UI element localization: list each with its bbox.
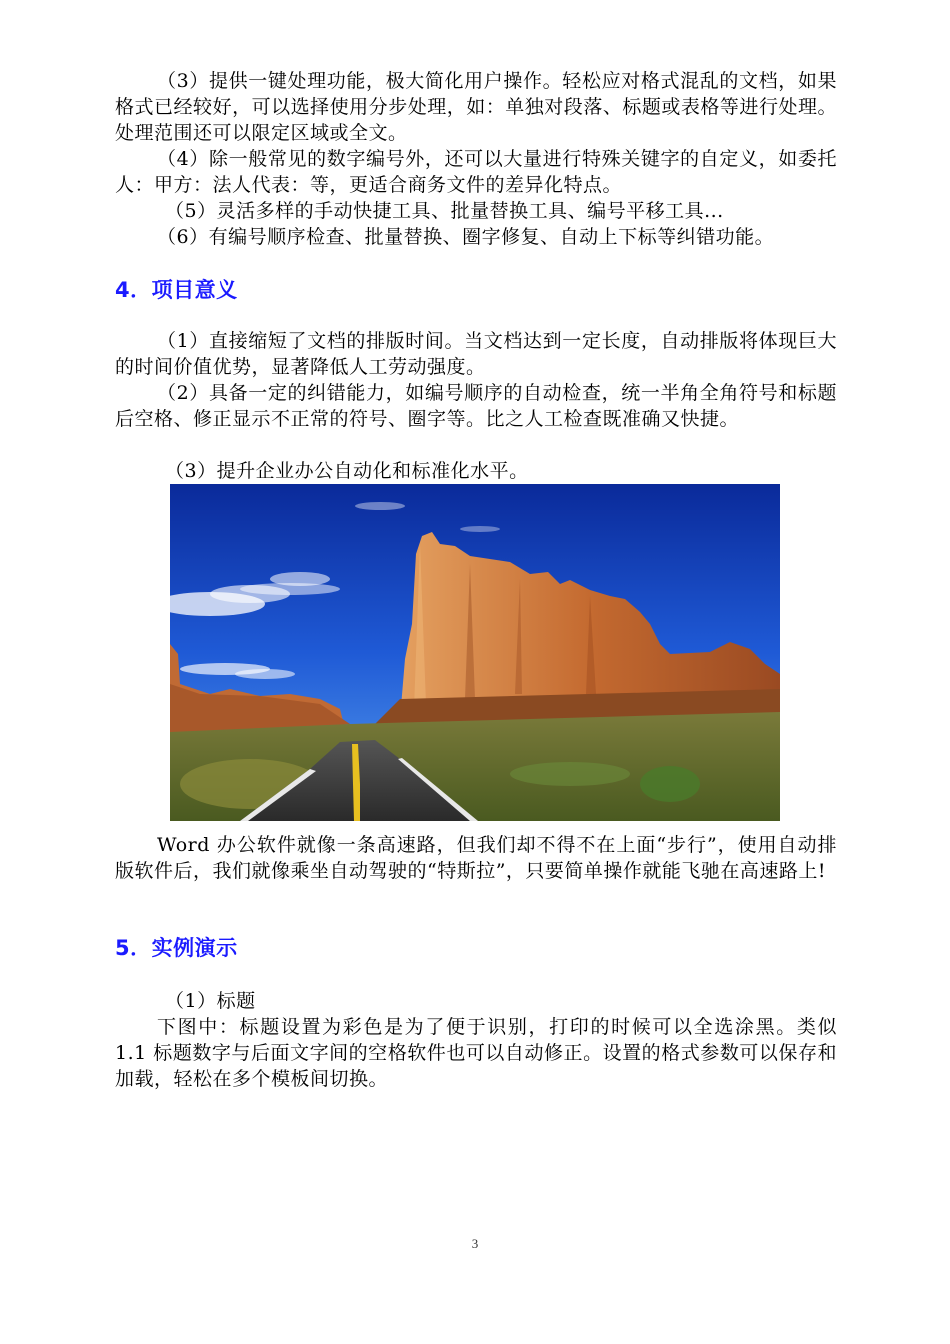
section-5-subtitle: （1）标题 (165, 990, 256, 1012)
section-4-item-3: （3）提升企业办公自动化和标准化水平。 (165, 460, 529, 482)
paragraph-feature-6: （6）有编号顺序检查、批量替换、圈字修复、自动上下标等纠错功能。 (157, 226, 775, 248)
landscape-photo (170, 484, 780, 821)
section-4-item-2: （2）具备一定的纠错能力，如编号顺序的自动检查，统一半角全角符号和标题后空格、修正显示不正常的符号、圈字等。比之人工检查既准确又快捷。 (115, 382, 837, 430)
section-5-body: 下图中：标题设置为彩色是为了便于识别，打印的时候可以全选涂黑。类似 1.1 标题数字与后面文字间的空格软件也可以自动修正。设置的格式参数可以保存和加载，轻松在多个模板间切换。 (115, 1016, 837, 1090)
paragraph-analogy: Word 办公软件就像一条高速路，但我们却不得不在上面“步行”，使用自动排版软件后，我们就像乘坐自动驾驶的“特斯拉”，只要简单操作就能飞驰在高速路上! (115, 834, 837, 882)
section-4-heading: 4．项目意义 (115, 278, 238, 302)
paragraph-feature-3: （3）提供一键处理功能，极大简化用户操作。轻松应对格式混乱的文档，如果格式已经较好，可以选择使用分步处理，如：单独对段落、标题或表格等进行处理。处理范围还可以限定区域或全文。 (115, 70, 837, 144)
section-4-item-1: （1）直接缩短了文档的排版时间。当文档达到一定长度，自动排版将体现巨大的时间价值优势，显著降低人工劳动强度。 (115, 330, 837, 378)
section-5-heading: 5．实例演示 (115, 936, 238, 960)
page-number: 3 (471, 1236, 479, 1251)
paragraph-feature-4: （4）除一般常见的数字编号外，还可以大量进行特殊关键字的自定义，如委托人：甲方：法人代表：等，更适合商务文件的差异化特点。 (115, 148, 837, 196)
paragraph-feature-5: （5）灵活多样的手动快捷工具、批量替换工具、编号平移工具... (165, 200, 724, 222)
landscape-photo-icon (170, 484, 780, 821)
